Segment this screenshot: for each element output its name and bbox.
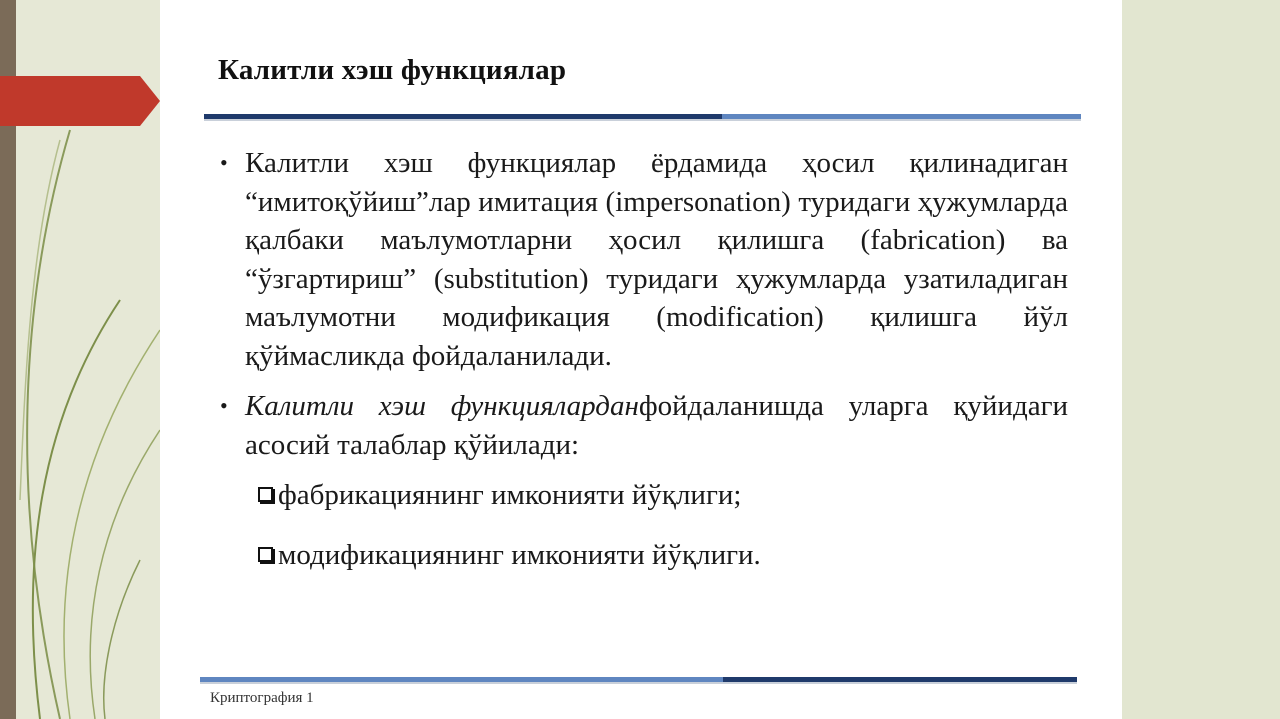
- checkbox-icon: [258, 487, 273, 502]
- bullet-marker: •: [220, 150, 228, 175]
- checkbox-icon: [258, 547, 273, 562]
- sub-item-text: модификациянинг имконияти йўқлиги.: [278, 539, 761, 571]
- right-background-panel: [1122, 0, 1280, 719]
- left-decoration-panel: [0, 0, 160, 719]
- bullet-text: Калитли хэш функциялар ёрдамида ҳосил қилинадиган “имитоқўйиш”лар имитация (impersonation) туридаги ҳужумларда қалбаки маълумотларни ҳосил қилишга (fabrication) ва “ўзгартириш” (substitution) туридаги ҳужумларда узатиладиган маълумотни модификация (modification) қилишга йўл қўймасликда фойдаланилади.: [245, 147, 1068, 372]
- sub-item-2: [218, 536, 1068, 588]
- title-underline-shadow: [204, 119, 1081, 121]
- footer-rule-shadow: [200, 682, 1077, 684]
- slide-title: Калитли хэш функциялар: [218, 54, 567, 86]
- red-arrow-tab: [0, 76, 160, 126]
- sub-item-1: [218, 476, 1068, 528]
- slide-canvas: [160, 0, 1122, 719]
- bullet-item-2: [218, 387, 1068, 464]
- sub-item-text: фабрикациянинг имконияти йўқлиги;: [278, 479, 742, 511]
- slide-footer: Криптография 1: [210, 690, 314, 706]
- bullet-text: фойдаланишда уларга қуйидаги асосий талаблар қўйилади:: [245, 390, 1068, 461]
- bullet-italic-text: Калитли хэш функциялардан: [245, 390, 639, 422]
- bullet-marker: •: [220, 393, 228, 418]
- bullet-item-1: [218, 144, 1068, 375]
- slide-body: [218, 144, 1068, 588]
